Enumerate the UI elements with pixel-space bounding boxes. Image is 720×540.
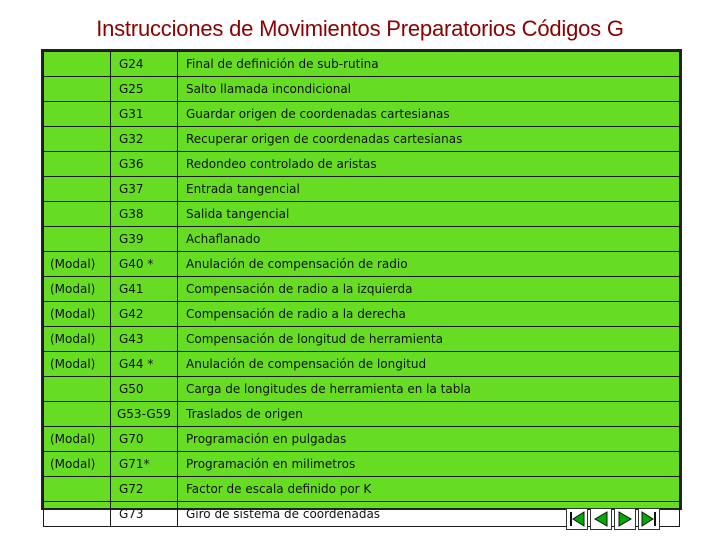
last-slide-button[interactable] — [638, 508, 660, 530]
code-cell: G37 — [111, 177, 178, 202]
modal-cell — [44, 402, 111, 427]
code-cell: G50 — [111, 377, 178, 402]
description-cell: Anulación de compensación de radio — [178, 252, 680, 277]
code-cell: G39 — [111, 227, 178, 252]
table-row — [44, 427, 680, 452]
code-cell: G42 — [111, 302, 178, 327]
table-row — [44, 252, 680, 277]
table-row — [44, 327, 680, 352]
table-row — [44, 77, 680, 102]
code-cell: G41 — [111, 277, 178, 302]
modal-cell — [44, 152, 111, 177]
description-cell: Salida tangencial — [178, 202, 680, 227]
previous-slide-button[interactable] — [590, 508, 612, 530]
table-row — [44, 402, 680, 427]
modal-cell — [44, 477, 111, 502]
modal-cell: (Modal) — [44, 352, 111, 377]
modal-cell — [44, 177, 111, 202]
code-cell: G53-G59 — [111, 402, 178, 427]
description-cell: Compensación de radio a la izquierda — [178, 277, 680, 302]
description-cell: Compensación de longitud de herramienta — [178, 327, 680, 352]
modal-cell: (Modal) — [44, 427, 111, 452]
code-cell: G73 — [111, 502, 178, 527]
modal-cell — [44, 52, 111, 77]
code-cell: G71* — [111, 452, 178, 477]
table-row — [44, 302, 680, 327]
modal-cell — [44, 102, 111, 127]
modal-cell: (Modal) — [44, 452, 111, 477]
modal-cell: (Modal) — [44, 277, 111, 302]
modal-cell: (Modal) — [44, 252, 111, 277]
table-row — [44, 152, 680, 177]
code-cell: G70 — [111, 427, 178, 452]
description-cell: Anulación de compensación de longitud — [178, 352, 680, 377]
table-row — [44, 352, 680, 377]
previous-slide-icon — [592, 510, 610, 528]
code-cell: G38 — [111, 202, 178, 227]
table-row — [44, 477, 680, 502]
code-cell: G36 — [111, 152, 178, 177]
code-cell: G43 — [111, 327, 178, 352]
g-codes-table — [41, 49, 682, 521]
modal-cell — [44, 502, 111, 527]
modal-cell — [44, 127, 111, 152]
description-cell: Giro de sistema de coordenadas — [178, 502, 680, 527]
table-row — [44, 227, 680, 252]
description-cell: Programación en pulgadas — [178, 427, 680, 452]
code-cell: G24 — [111, 52, 178, 77]
table-row — [44, 52, 680, 77]
description-cell: Programación en milimetros — [178, 452, 680, 477]
page-title: Instrucciones de Movimientos Preparatorios Códigos G — [96, 16, 624, 41]
modal-cell — [44, 202, 111, 227]
description-cell: Final de definición de sub-rutina — [178, 52, 680, 77]
modal-cell: (Modal) — [44, 327, 111, 352]
table-row — [44, 102, 680, 127]
table-row — [44, 277, 680, 302]
code-cell: G72 — [111, 477, 178, 502]
table-row — [44, 127, 680, 152]
table-row — [44, 177, 680, 202]
slide-navigation — [566, 508, 660, 530]
table-row — [44, 202, 680, 227]
description-cell: Recuperar origen de coordenadas cartesianas — [178, 127, 680, 152]
description-cell: Achaflanado — [178, 227, 680, 252]
last-slide-icon — [640, 510, 658, 528]
description-cell: Traslados de origen — [178, 402, 680, 427]
description-cell: Salto llamada incondicional — [178, 77, 680, 102]
modal-cell: (Modal) — [44, 302, 111, 327]
first-slide-icon — [568, 510, 586, 528]
description-cell: Entrada tangencial — [178, 177, 680, 202]
table-row — [44, 377, 680, 402]
next-slide-icon — [616, 510, 634, 528]
modal-cell — [44, 77, 111, 102]
description-cell: Guardar origen de coordenadas cartesianas — [178, 102, 680, 127]
code-cell: G44 * — [111, 352, 178, 377]
next-slide-button[interactable] — [614, 508, 636, 530]
modal-cell — [44, 227, 111, 252]
description-cell: Redondeo controlado de aristas — [178, 152, 680, 177]
description-cell: Compensación de radio a la derecha — [178, 302, 680, 327]
code-cell: G40 * — [111, 252, 178, 277]
code-cell: G32 — [111, 127, 178, 152]
table-row — [44, 452, 680, 477]
description-cell: Factor de escala definido por K — [178, 477, 680, 502]
code-cell: G31 — [111, 102, 178, 127]
description-cell: Carga de longitudes de herramienta en la tabla — [178, 377, 680, 402]
modal-cell — [44, 377, 111, 402]
code-cell: G25 — [111, 77, 178, 102]
first-slide-button[interactable] — [566, 508, 588, 530]
